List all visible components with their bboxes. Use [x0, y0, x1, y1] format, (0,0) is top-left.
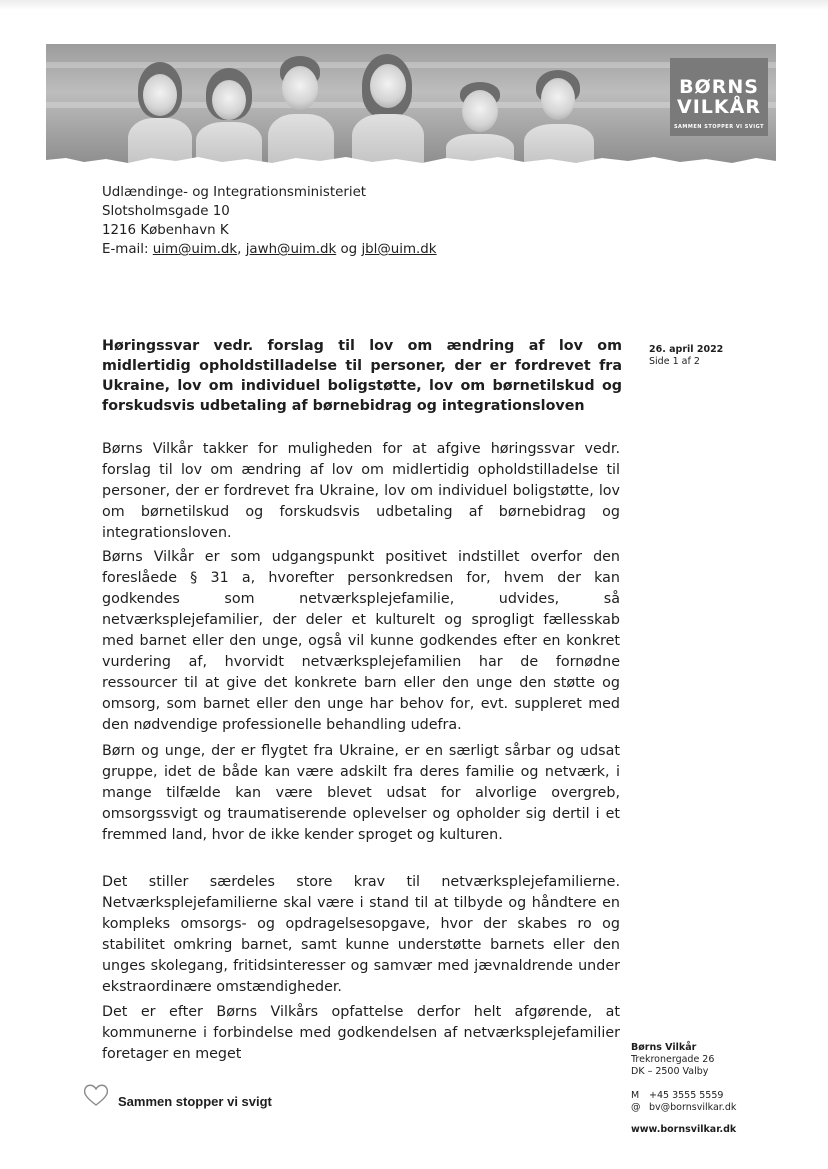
- sender-website[interactable]: www.bornsvilkar.dk: [631, 1124, 737, 1135]
- recipient-address: [102, 183, 437, 259]
- header-banner-photo: [46, 44, 776, 164]
- recipient-city: 1216 København K: [102, 223, 229, 238]
- body-paragraph: Det stiller særdeles store krav til netværksplejefamilierne. Netværksplejefamilierne skal være i stand til at tilbyde og håndtere en kompleks omsorgs- og opdragelsesopgave, hvor der skabes ro og stabilitet omkring barnet, samt kunne understøtte barnets eller den unges skolegang, fritidsinteresser og samvær med jævnaldrende under ekstraordinære omstændigheder.: [102, 874, 620, 995]
- recipient-email-line: [102, 240, 437, 259]
- banner-torn-edge: [46, 154, 776, 164]
- email-link-uim[interactable]: uim@uim.dk: [152, 242, 238, 257]
- body-paragraph: Børn og unge, der er flygtet fra Ukraine, er en særligt sårbar og udsat gruppe, idet de både kan være adskilt fra deres familie og netværk, i mange tilfælde kan være blevet udsat for alvorlige overgreb, omsorgssvigt og traumatiserende oplevelser og opholder sig dertil i et fremmed land, hvor de ikke kender sproget og kulturen.: [102, 743, 620, 843]
- sender-street: Trekronergade 26: [631, 1054, 715, 1065]
- letter-subject: Høringssvar vedr. forslag til lov om ændring af lov om midlertidig opholdstilladelse til personer, der er fordrevet fra Ukraine, lov om individuel boligstøtte, lov om børnetilskud og forskudsvis udbetaling af børnebidrag og integrationsloven: [102, 338, 622, 414]
- sender-org: Børns Vilkår: [631, 1042, 697, 1053]
- sender-city: DK – 2500 Valby: [631, 1066, 709, 1077]
- recipient-street: Slotsholmsgade 10: [102, 204, 230, 219]
- sender-contact-block: [631, 1042, 736, 1136]
- sender-email[interactable]: bv@bornsvilkar.dk: [649, 1102, 737, 1113]
- email-link-jbl[interactable]: jbl@uim.dk: [361, 242, 437, 257]
- sender-phone[interactable]: +45 3555 5559: [649, 1090, 724, 1101]
- letter-date: 26. april 2022: [649, 344, 724, 355]
- body-paragraph: Børns Vilkår er som udgangspunkt positivet indstillet overfor den foreslåede § 31 a, hvorefter personkredsen for, hvem der kan godkendes som netværksplejefamilie, udvides, så netværksplejefamilier, der deler et kulturelt og sprogligt fællesskab med barnet eller den unge, også vil kunne godkendes efter en konkret vurdering af, hvorvidt netværksplejefamilien har de fornødne ressourcer til at give det konkrete barn eller den unge den støtte og omsorg, som barnet eller den unge har behov for, evt. suppleret med den nødvendige professionelle behandling udefra.: [102, 549, 620, 733]
- email-label: E-mail:: [102, 242, 153, 257]
- logo-tagline: SAMMEN STOPPER VI SVIGT: [673, 124, 765, 130]
- page-number: Side 1 af 2: [649, 356, 700, 367]
- body-paragraph: Børns Vilkår takker for muligheden for at afgive høringssvar vedr. forslag til lov om ændring af lov om midlertidig opholdstilladelse til personer, der er fordrevet fra Ukraine, lov om individuel boligstøtte, lov om børnetilskud og forskudsvis udbetaling af børnebidrag og integrationsloven.: [102, 441, 620, 541]
- borns-vilkar-logo: [670, 58, 768, 136]
- heart-icon: [82, 1082, 110, 1108]
- recipient-name: Udlændinge- og Integrationsministeriet: [102, 185, 367, 200]
- at-icon: @: [631, 1102, 641, 1113]
- logo-text-line2: VILKÅR: [677, 96, 761, 118]
- email-link-jawh[interactable]: jawh@uim.dk: [245, 242, 337, 257]
- letter-meta: [649, 344, 723, 368]
- email-separator: ,: [237, 242, 246, 257]
- email-separator: og: [336, 242, 362, 257]
- sender-email-line: [631, 1102, 736, 1114]
- phone-label: M: [631, 1090, 640, 1101]
- logo-text-line1: BØRNS: [679, 76, 759, 98]
- scan-edge: [0, 0, 828, 10]
- sender-phone-line: [631, 1090, 736, 1102]
- footer-slogan: Sammen stopper vi svigt: [118, 1094, 272, 1109]
- body-paragraph: Det er efter Børns Vilkårs opfattelse derfor helt afgørende, at kommunerne i forbindelse med godkendelsen af netværksplejefamilier foretager en meget: [102, 1004, 620, 1062]
